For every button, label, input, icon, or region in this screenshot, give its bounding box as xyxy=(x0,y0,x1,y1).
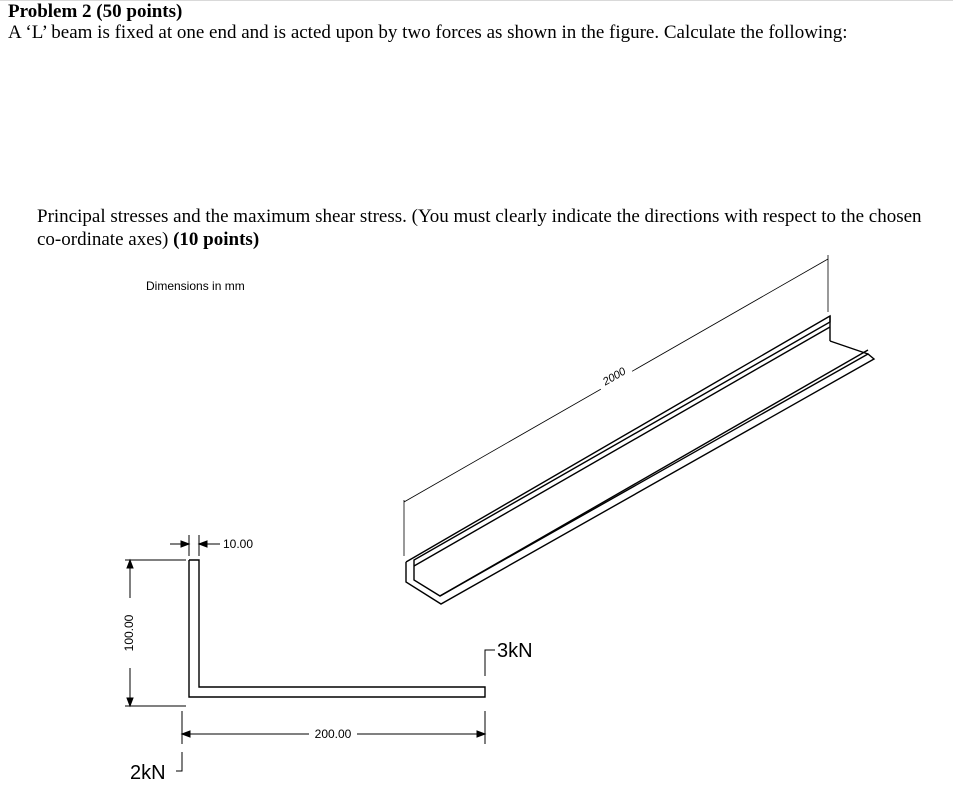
beam-edge-far xyxy=(830,341,868,354)
width-arrow-right xyxy=(477,731,485,737)
thickness-arrow-right xyxy=(199,541,207,547)
thickness-label: 10.00 xyxy=(223,537,254,551)
force-2kn-label: 2kN xyxy=(130,762,166,784)
beam-outline xyxy=(406,316,874,604)
width-label: 200.00 xyxy=(314,727,352,741)
force-2kn-leader xyxy=(176,752,182,771)
thickness-dimension xyxy=(170,535,220,556)
length-dimension xyxy=(404,255,828,556)
isometric-beam xyxy=(406,316,874,604)
problem-heading: Problem 2 (50 points) xyxy=(8,1,183,22)
height-arrow-top xyxy=(127,560,133,568)
problem-intro: A ‘L’ beam is fixed at one end and is acted upon by two forces as shown in the figure. Calculate the following: xyxy=(8,22,848,43)
task-points: (10 points) xyxy=(173,229,260,250)
force-3kn-leader xyxy=(485,650,495,676)
thickness-arrow-left xyxy=(181,541,189,547)
height-arrow-bottom xyxy=(127,698,133,706)
force-3kn-label: 3kN xyxy=(497,640,533,662)
width-arrow-left xyxy=(182,731,190,737)
height-label: 100.00 xyxy=(122,614,137,652)
l-cross-section xyxy=(189,560,485,697)
dimensions-note: Dimensions in mm xyxy=(146,279,245,293)
beam-edge-bottom xyxy=(440,350,868,596)
length-label: 2000 xyxy=(600,365,629,389)
task-text: Principal stresses and the maximum shear stress. (You must clearly indicate the directions with respect to the chosen co-ordinate axes) xyxy=(37,206,922,250)
